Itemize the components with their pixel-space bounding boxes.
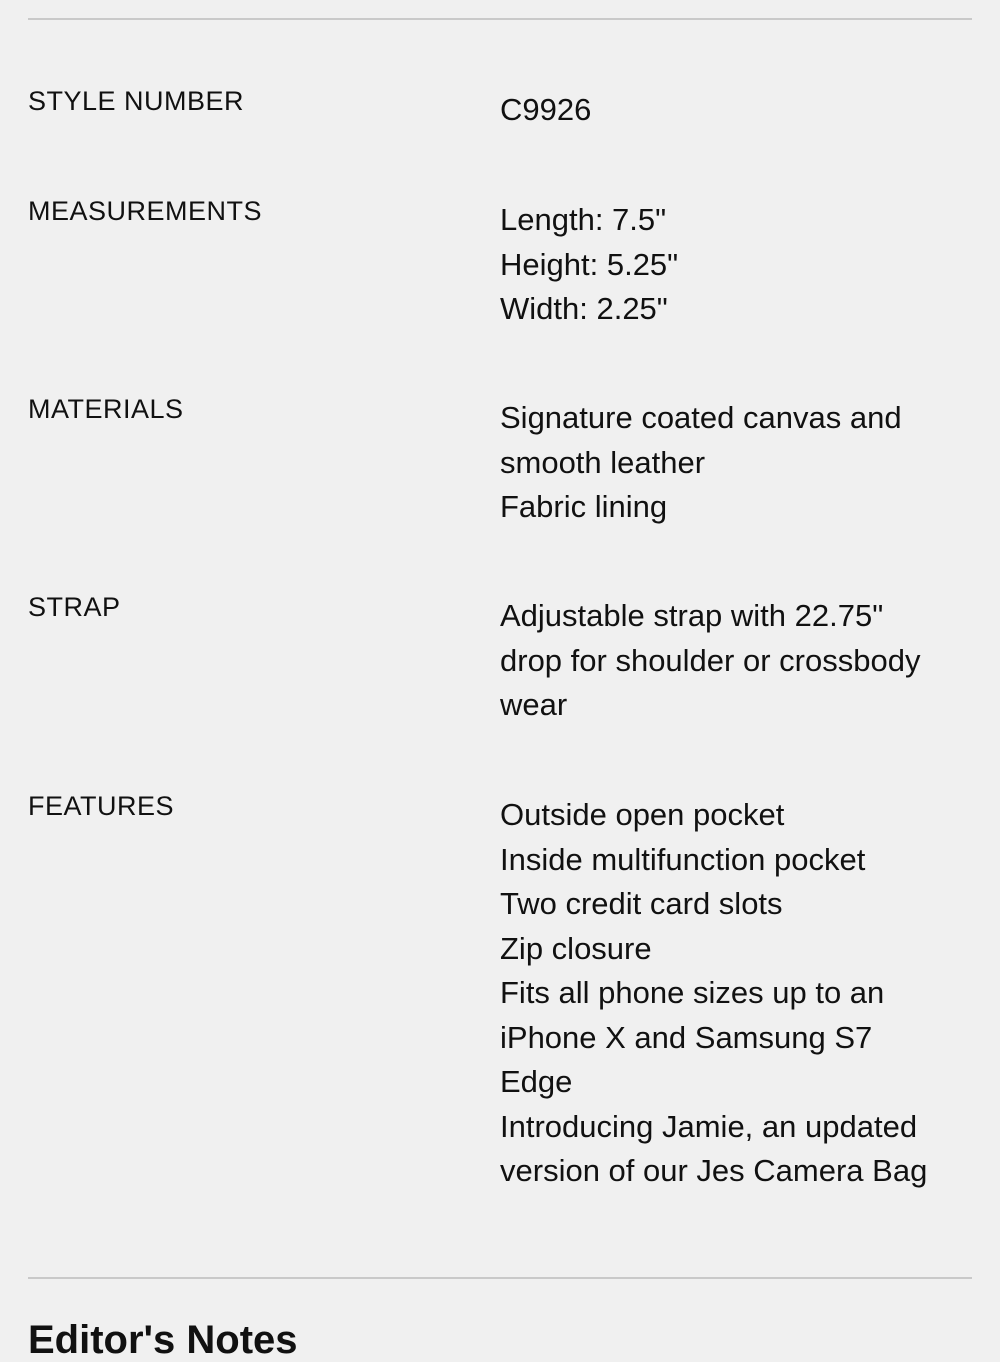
top-divider <box>28 18 972 20</box>
spec-value-line: wear <box>500 687 568 722</box>
spec-value-line: Two credit card slots <box>500 886 783 921</box>
spec-value-line: Zip closure <box>500 930 652 966</box>
spec-value-line: Edge <box>500 1064 573 1099</box>
bottom-divider <box>28 1277 972 1279</box>
spec-value-line: Outside open pocket <box>500 797 785 832</box>
spec-label-measurements: MEASUREMENTS <box>28 196 263 226</box>
spec-value-line: Length: 7.5" <box>500 202 667 237</box>
spec-value-line: Width: 2.25" <box>500 291 668 326</box>
section-heading-partial: Editor's Notes <box>28 1318 298 1362</box>
spec-label-features: FEATURES <box>28 791 175 821</box>
spec-value-line: Fabric lining <box>500 489 668 524</box>
spec-value-line: Inside multifunction pocket <box>500 841 866 877</box>
spec-label-materials: MATERIALS <box>28 394 184 424</box>
spec-value-line: iPhone X and Samsung S7 <box>500 1019 873 1055</box>
spec-label-strap: STRAP <box>28 592 121 622</box>
spec-value-line: Signature coated canvas and <box>500 400 902 435</box>
spec-value-style-number <box>500 88 970 133</box>
spec-value-line: drop for shoulder or crossbody <box>500 642 921 678</box>
spec-value-line: Fits all phone sizes up to an <box>500 975 885 1010</box>
spec-value-line: version of our Jes Camera Bag <box>500 1153 928 1188</box>
spec-value-materials <box>500 396 970 530</box>
spec-value-line: Introducing Jamie, an updated <box>500 1108 918 1144</box>
spec-value-line: Height: 5.25" <box>500 246 679 282</box>
spec-value-features <box>500 793 970 1194</box>
spec-label-style-number: STYLE NUMBER <box>28 86 245 116</box>
spec-value-line: smooth leather <box>500 444 706 480</box>
spec-value-line: Adjustable strap with 22.75" <box>500 598 884 633</box>
spec-value-strap <box>500 594 970 728</box>
spec-value-line: C9926 <box>500 92 592 127</box>
spec-value-measurements <box>500 198 970 332</box>
